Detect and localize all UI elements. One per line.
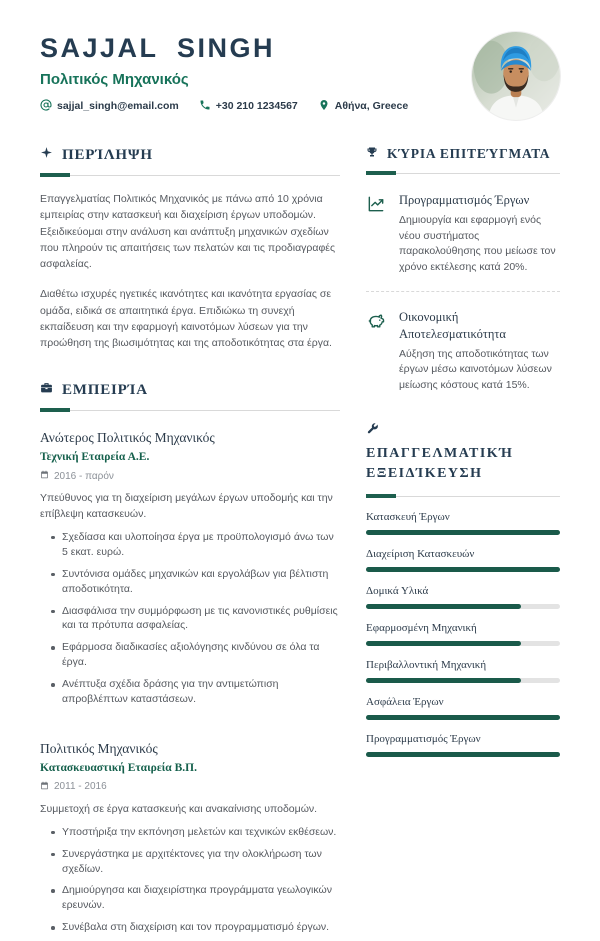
skill-item [366, 548, 560, 572]
achievement-item [366, 309, 560, 394]
summary-paragraph: Επαγγελματίας Πολιτικός Μηχανικός με πάνω από 10 χρόνια εμπειρίας στην κατασκευή και διαχείριση έργων υποδομών. Εξειδικεύομαι στην ανάλυση και ανάπτυξη μηχανικών σχεδίων που πληρούν τις απαιτήσεις των πελατών και τις προδιαγραφές ασφαλείας. [40, 193, 335, 271]
section-divider [366, 171, 560, 175]
skill-item [366, 696, 560, 720]
job-period-text: 2011 - 2016 [54, 781, 107, 793]
job-bullet: Δημιούργησα και διαχειρίστηκα προγράμματα γεωλογικών ερευνών. [50, 883, 340, 913]
summary-heading [40, 146, 340, 164]
skill-bar [366, 678, 560, 683]
achievement-body [399, 192, 560, 276]
skill-bar [366, 641, 560, 646]
calendar-icon [40, 470, 49, 482]
achievement-title: Οικονομική Αποτελεσματικότητα [399, 309, 506, 341]
summary-heading-text: ΠΕΡΊΛΗΨΗ [62, 146, 153, 163]
summary-text [40, 191, 340, 351]
job-bullet-list [40, 530, 340, 707]
location-text: Αθήνα, Greece [334, 100, 409, 113]
job-period [40, 470, 340, 482]
right-column [366, 146, 560, 941]
achievement-body [399, 309, 560, 394]
skill-item [366, 733, 560, 757]
achievement-item [366, 192, 560, 276]
skill-bar-fill [366, 567, 560, 572]
skill-bar-fill [366, 715, 560, 720]
skill-item [366, 585, 560, 609]
skill-bar-fill [366, 752, 560, 757]
skill-bar [366, 752, 560, 757]
map-pin-icon [318, 99, 330, 114]
skill-bar [366, 604, 560, 609]
experience-heading-text: ΕΜΠΕΙΡΊΑ [62, 381, 148, 398]
contact-email [40, 99, 179, 114]
profile-photo [472, 32, 560, 120]
job-intro: Συμμετοχή σε έργα κατασκευής και ανακαίνισης υποδομών. [40, 802, 318, 815]
skill-bar [366, 715, 560, 720]
at-sign-icon [40, 99, 52, 114]
contact-location [318, 99, 408, 114]
achievements-heading [366, 146, 560, 162]
skill-bar [366, 530, 560, 535]
email-text: sajjal_singh@email.com [57, 100, 179, 113]
experience-section [40, 381, 340, 935]
skill-bar-fill [366, 678, 521, 683]
job-period [40, 781, 340, 793]
skill-label: Ασφάλεια Έργων [366, 696, 444, 709]
person-name: SAJJAL SINGH [40, 33, 276, 63]
wrench-icon [366, 422, 560, 440]
calendar-icon [40, 781, 49, 793]
skill-label: Προγραμματισμός Έργων [366, 733, 481, 746]
skill-label: Διαχείριση Κατασκευών [366, 548, 475, 561]
experience-heading [40, 381, 340, 399]
achievement-description: Αύξηση της αποδοτικότητας των έργων μέσω καινοτόμων λύσεων μείωσης κόστους κατά 15%. [399, 347, 552, 392]
job-title: Ανώτερος Πολιτικός Μηχανικός [40, 430, 215, 446]
achievements-heading-text: ΚΎΡΙΑ ΕΠΙΤΕΎΓΜΑΤΑ [387, 146, 551, 161]
trophy-icon [366, 146, 378, 162]
contact-row [40, 99, 408, 114]
contact-phone [199, 99, 298, 114]
job-period-text: 2016 - παρόν [54, 470, 114, 482]
job-bullet: Ανέπτυξα σχέδια δράσης για την αντιμετώπιση απροβλέπτων καταστάσεων. [50, 677, 340, 707]
experience-entry [40, 741, 340, 935]
left-column [40, 146, 340, 941]
job-bullet-list [40, 825, 340, 935]
skill-bar [366, 567, 560, 572]
briefcase-icon [40, 381, 53, 399]
job-bullet: Διασφάλισα την συμμόρφωση με τις κανονιστικές ρυθμίσεις και τα πρότυπα ασφαλείας. [50, 604, 340, 634]
skill-item [366, 659, 560, 683]
phone-icon [199, 99, 211, 114]
skills-section [366, 422, 560, 758]
job-bullet: Συνεργάστηκα με αρχιτέκτονες για την ολοκλήρωση των σχεδίων. [50, 847, 340, 877]
skill-label: Περιβαλλοντική Μηχανική [366, 659, 487, 672]
phone-text: +30 210 1234567 [215, 100, 298, 113]
skill-item [366, 622, 560, 646]
summary-section [40, 146, 340, 351]
job-bullet: Σχεδίασα και υλοποίησα έργα με προϋπολογισμό άνω των 5 εκατ. ευρώ. [50, 530, 340, 560]
achievement-description: Δημιουργία και εφαρμογή ενός νέου συστήματος παρακολούθησης που μείωσε τον χρόνο εκτέλεσης κατά 20%. [399, 213, 556, 274]
skill-label: Κατασκευή Έργων [366, 511, 450, 524]
job-bullet: Υποστήριξα την εκπόνηση μελετών και τεχνικών εκθέσεων. [50, 825, 340, 840]
job-intro: Υπεύθυνος για τη διαχείριση μεγάλων έργων υποδομής και την επίβλεψη κατασκευών. [40, 492, 333, 521]
job-role-title: Πολιτικός Μηχανικός [40, 70, 189, 88]
skill-item [366, 511, 560, 535]
sparkle-icon [40, 146, 53, 164]
achievements-section [366, 146, 560, 394]
skill-label: Εφαρμοσμένη Μηχανική [366, 622, 477, 635]
trend-chart-icon [366, 192, 388, 276]
header-text [40, 34, 408, 114]
skill-bar-fill [366, 604, 521, 609]
skill-bar-fill [366, 641, 521, 646]
experience-entry [40, 430, 340, 707]
job-bullet: Εφάρμοσα διαδικασίες αξιολόγησης κινδύνου σε όλα τα έργα. [50, 640, 340, 670]
header [40, 34, 560, 120]
job-bullet: Συντόνισα ομάδες μηχανικών και εργολάβων για βέλτιστη αποδοτικότητα. [50, 567, 340, 597]
section-divider [40, 408, 340, 412]
job-title: Πολιτικός Μηχανικός [40, 740, 158, 756]
summary-paragraph: Διαθέτω ισχυρές ηγετικές ικανότητες και ικανότητα εργασίας σε ομάδα, ειδικά σε απαιτητικά έργα. Επιδιώκω τη συνεχή εκπαίδευση και την εφαρμογή καινοτόμων λύσεων για την προώθηση της βιωσιμότητας και της αποδοτικότητας στα έργα. [40, 288, 332, 350]
skill-label: Δομικά Υλικά [366, 585, 429, 598]
section-divider [40, 173, 340, 177]
job-bullet: Συνέβαλα στη διαχείριση και τον προγραμματισμό έργων. [50, 920, 340, 935]
skill-bar-fill [366, 530, 560, 535]
skills-heading: ΕΠΑΓΓΕΛΜΑΤΙΚΉ ΕΞΕΙΔΊΚΕΥΣΗ [366, 445, 514, 482]
content-columns [40, 146, 560, 941]
achievement-title: Προγραμματισμός Έργων [399, 193, 530, 207]
achievement-separator [366, 291, 560, 292]
company-name: Τεχνική Εταιρεία Α.Ε. [40, 451, 150, 464]
company-name: Κατασκευαστική Εταιρεία Β.Π. [40, 761, 197, 774]
piggy-bank-icon [366, 309, 388, 394]
section-divider [366, 494, 560, 498]
